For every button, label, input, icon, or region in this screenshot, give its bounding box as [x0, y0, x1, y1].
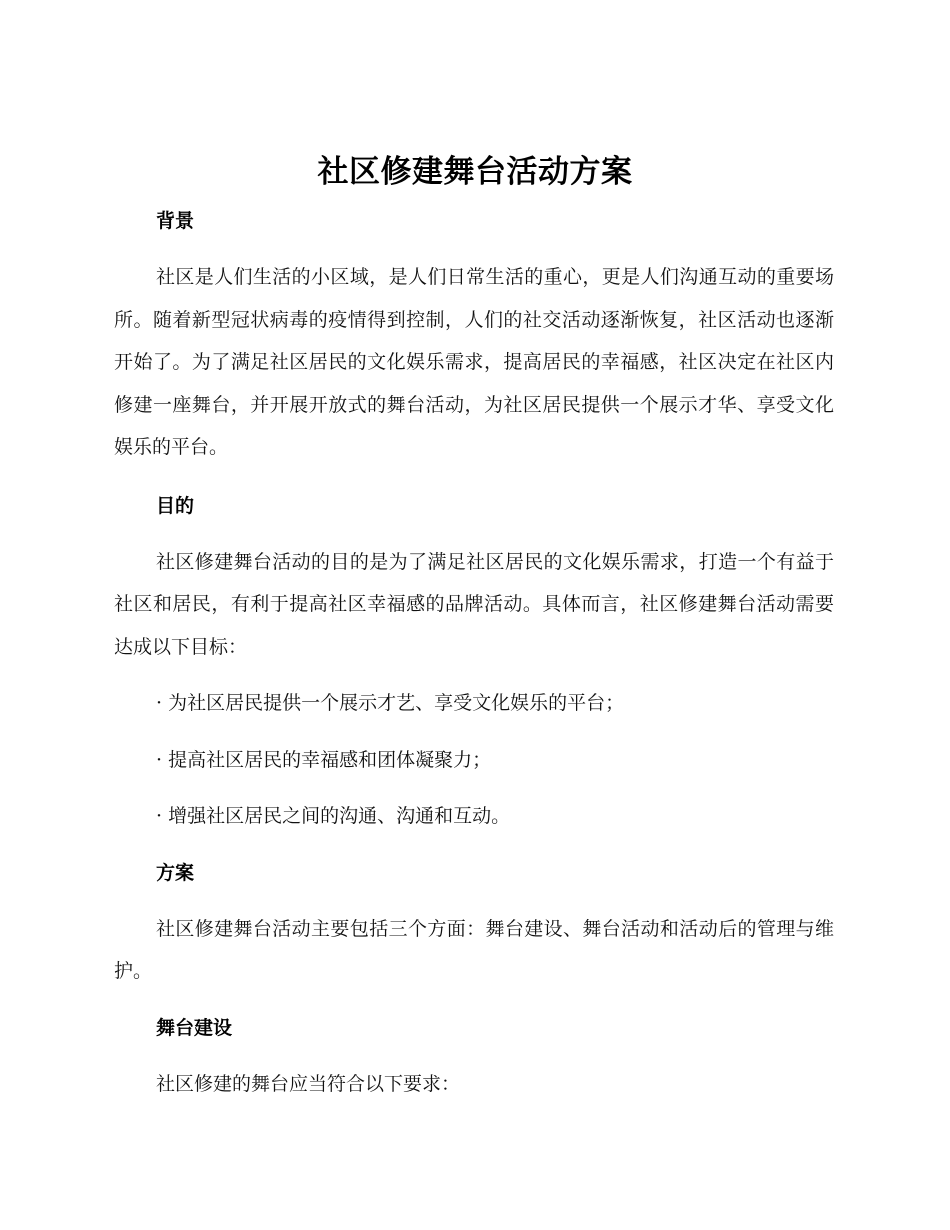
purpose-bullet-2: · 提高社区居民的幸福感和团体凝聚力；	[156, 748, 492, 771]
section-heading-stage-construction: 舞台建设	[156, 1016, 233, 1039]
purpose-paragraph: 社区修建舞台活动的目的是为了满足社区居民的文化娱乐需求，打造一个有益于社区和居民，有利于提高社区幸福感的品牌活动。具体而言，社区修建舞台活动需要达成以下目标：	[114, 550, 834, 658]
section-heading-background: 背景	[156, 210, 195, 232]
purpose-bullet-3: · 增强社区居民之间的沟通、沟通和互动。	[156, 805, 511, 827]
section-heading-plan: 方案	[156, 861, 195, 884]
purpose-bullet-1: · 为社区居民提供一个展示才艺、享受文化娱乐的平台；	[156, 692, 625, 714]
document-body	[114, 200, 834, 1105]
plan-paragraph: 社区修建舞台活动主要包括三个方面：舞台建设、舞台活动和活动后的管理与维护。	[114, 917, 834, 982]
background-paragraph: 社区是人们生活的小区域，是人们日常生活的重心，更是人们沟通互动的重要场所。随着新型冠状病毒的疫情得到控制，人们的社交活动逐渐恢复，社区活动也逐渐开始了。为了满足社区居民的文化娱乐需求，提高居民的幸福感，社区决定在社区内修建一座舞台，并开展开放式的舞台活动，为社区居民提供一个展示才华、享受文化娱乐的平台。	[114, 266, 834, 458]
document-title: 社区修建舞台活动方案	[317, 154, 633, 190]
section-heading-purpose: 目的	[156, 494, 195, 517]
stage-construction-paragraph: 社区修建的舞台应当符合以下要求：	[156, 1072, 461, 1095]
